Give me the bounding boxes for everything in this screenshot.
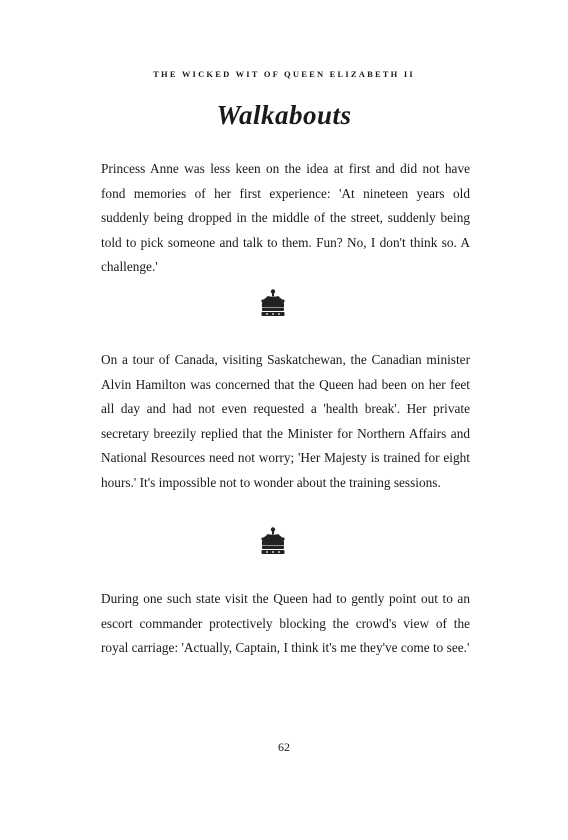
chapter-title: Walkabouts — [216, 100, 352, 130]
paragraph-2: On a tour of Canada, visiting Saskatchewan, the Canadian minister Alvin Hamilton was concerned that the Queen had been on her feet all day and had not even requested a 'health break'. Her private secretary breezily replied that the Minister for Northern Affairs and National Resources need not worry; 'Her Majesty is trained for eight hours.' It's impossible not to wonder about the training sessions. — [101, 352, 470, 490]
paragraph-3: During one such state visit the Queen had to gently point out to an escort commander protectively blocking the crowd's view of the royal carriage: 'Actually, Captain, I think it's me they've come to see.' — [101, 591, 470, 655]
crown-icon — [258, 289, 288, 319]
crown-icon — [258, 527, 288, 557]
running-head: THE WICKED WIT OF QUEEN ELIZABETH II — [153, 69, 415, 79]
page-number: 62 — [278, 740, 290, 754]
paragraph-1: Princess Anne was less keen on the idea at first and did not have fond memories of her first experience: 'At nineteen years old suddenly being dropped in the middle of the street, suddenly being told to pick someone and talk to them. Fun? No, I don't think so. A challenge.' — [101, 161, 470, 274]
